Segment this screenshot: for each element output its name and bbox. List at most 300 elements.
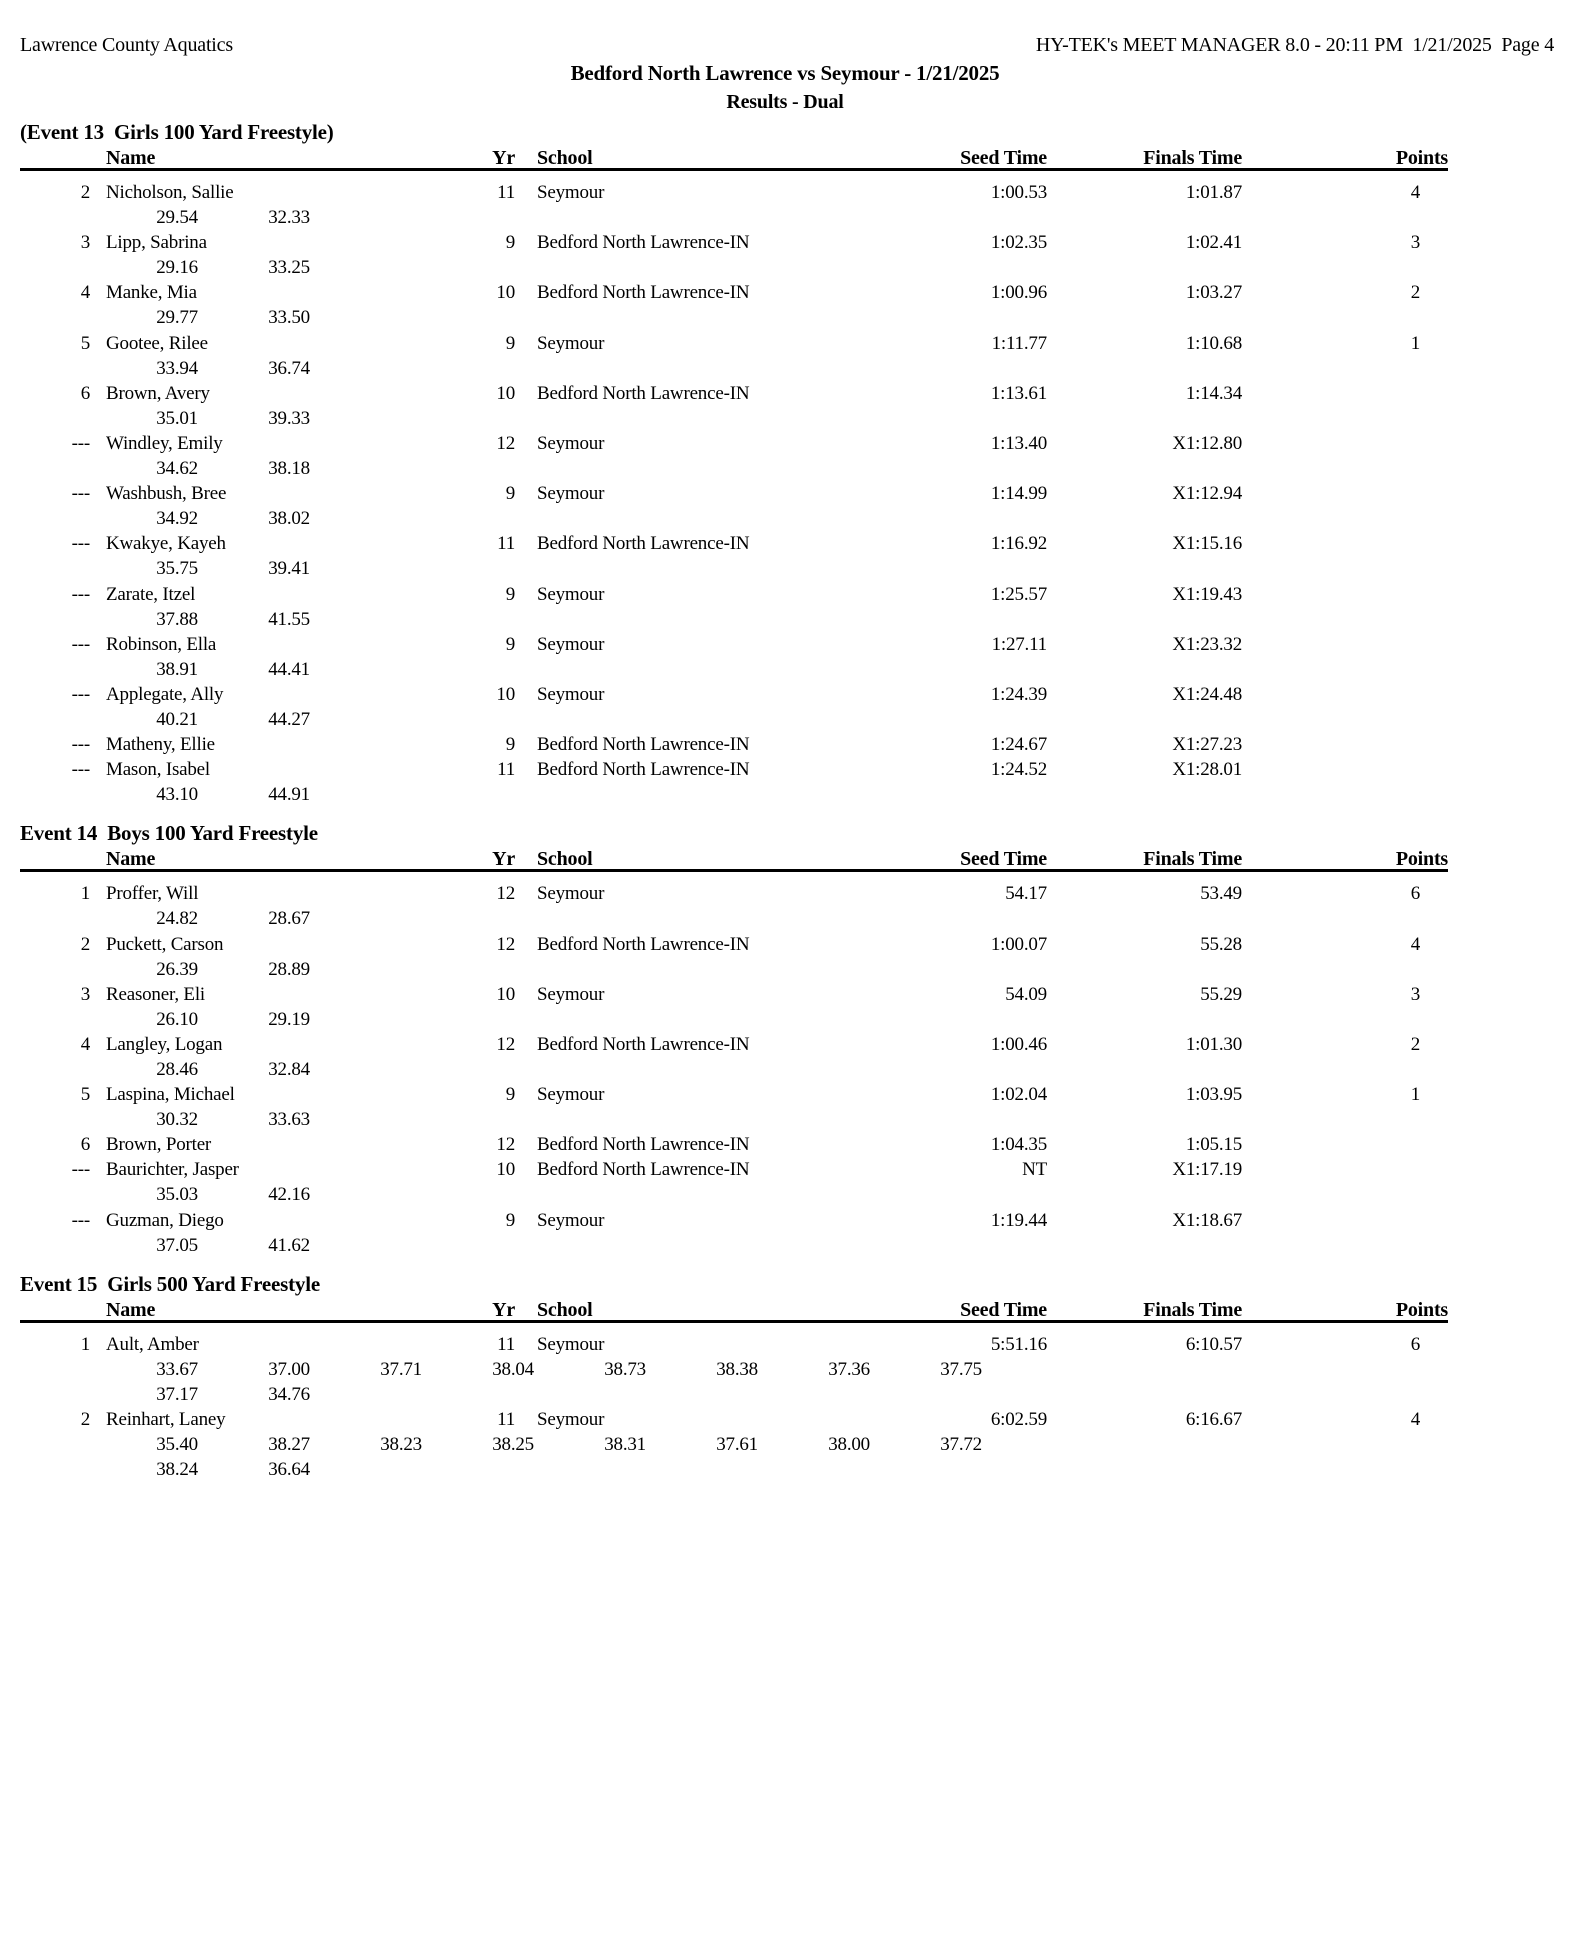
place-cell: 2 xyxy=(80,933,90,955)
header-yr: Yr xyxy=(492,147,515,169)
points-value: 4 xyxy=(1410,1409,1420,1431)
swimmer-name: Zarate, Itzel xyxy=(106,583,196,605)
table-body xyxy=(20,1323,1448,1483)
table-body xyxy=(20,872,1448,1257)
split-time: 37.17 xyxy=(156,1383,198,1405)
swimmer-name: Manke, Mia xyxy=(106,282,197,304)
split-time: 38.00 xyxy=(828,1434,870,1456)
school-name: Seymour xyxy=(537,483,605,505)
seed-time: 1:02.04 xyxy=(990,1084,1047,1106)
finals-time: 55.29 xyxy=(1200,983,1242,1005)
points-value: 3 xyxy=(1410,983,1420,1005)
finals-time: X1:23.32 xyxy=(1172,633,1242,655)
split-time: 37.36 xyxy=(828,1358,870,1380)
splits-row xyxy=(86,1007,1448,1032)
seed-time: 1:13.40 xyxy=(990,432,1047,454)
seed-time: 1:13.61 xyxy=(990,382,1047,404)
split-time: 33.67 xyxy=(156,1358,198,1380)
swimmer-name: Reasoner, Eli xyxy=(106,983,205,1005)
header-finals-time: Finals Time xyxy=(1143,848,1242,871)
points-value xyxy=(1242,757,1448,782)
split-time: 38.24 xyxy=(156,1459,198,1481)
seed-time: 1:02.35 xyxy=(990,232,1047,254)
header-school: School xyxy=(537,1298,593,1321)
split-time: 41.55 xyxy=(268,608,310,630)
school-name: Bedford North Lawrence-IN xyxy=(537,282,750,304)
header-name: Name xyxy=(106,1298,156,1321)
seed-time: 1:00.96 xyxy=(990,282,1047,304)
school-name: Bedford North Lawrence-IN xyxy=(537,1159,750,1181)
finals-time: X1:18.67 xyxy=(1172,1209,1242,1231)
splits-row xyxy=(86,1357,1448,1382)
header-school: School xyxy=(537,848,593,871)
finals-time: 1:10.68 xyxy=(1185,332,1242,354)
table-body xyxy=(20,171,1448,807)
school-name: Seymour xyxy=(537,1409,605,1431)
split-time: 29.19 xyxy=(268,1008,310,1030)
header-finals-time: Finals Time xyxy=(1143,1298,1242,1321)
splits-row xyxy=(86,782,1448,807)
swimmer-name: Puckett, Carson xyxy=(106,933,224,955)
result-row xyxy=(20,1407,1448,1432)
header-name: Name xyxy=(106,147,156,169)
points-value: 4 xyxy=(1410,933,1420,955)
result-row xyxy=(20,932,1448,957)
finals-time: 1:01.87 xyxy=(1185,182,1242,203)
points-value: 2 xyxy=(1410,282,1420,304)
points-value xyxy=(1242,632,1448,657)
school-name: Bedford North Lawrence-IN xyxy=(537,382,750,404)
points-value: 6 xyxy=(1410,1333,1420,1355)
meet-manager-info: HY-TEK's MEET MANAGER 8.0 - 20:11 PM 1/21/2025 Page 4 xyxy=(1035,34,1554,56)
swimmer-year: 9 xyxy=(505,734,515,756)
split-time: 28.67 xyxy=(268,908,310,930)
splits-row xyxy=(86,906,1448,931)
result-row xyxy=(20,280,1448,305)
place-cell: --- xyxy=(71,432,90,454)
split-time: 44.27 xyxy=(268,708,310,730)
split-time: 36.74 xyxy=(268,357,310,379)
school-name: Bedford North Lawrence-IN xyxy=(537,734,750,756)
finals-time: X1:12.94 xyxy=(1172,483,1242,505)
points-value: 4 xyxy=(1410,182,1420,203)
place-cell: 1 xyxy=(80,1333,90,1355)
result-row xyxy=(20,582,1448,607)
split-time: 39.33 xyxy=(268,407,310,429)
split-time: 32.33 xyxy=(268,207,310,229)
header-finals-time: Finals Time xyxy=(1143,147,1242,169)
swimmer-name: Proffer, Will xyxy=(106,883,199,905)
school-name: Seymour xyxy=(537,332,605,354)
school-name: Seymour xyxy=(537,683,605,705)
split-time: 32.84 xyxy=(268,1059,310,1080)
header-points: Points xyxy=(1395,1298,1448,1321)
split-time: 24.82 xyxy=(156,908,198,930)
seed-time: 1:16.92 xyxy=(990,533,1047,555)
split-time: 28.46 xyxy=(156,1059,198,1080)
result-row xyxy=(20,732,1448,757)
swimmer-year: 10 xyxy=(496,683,515,705)
splits-row xyxy=(86,305,1448,330)
points-value xyxy=(1242,1208,1448,1233)
splits-row xyxy=(86,1457,1448,1482)
seed-time: 1:04.35 xyxy=(990,1134,1047,1156)
finals-time: 53.49 xyxy=(1200,883,1242,905)
result-row xyxy=(20,331,1448,356)
result-row xyxy=(20,757,1448,782)
place-cell: 2 xyxy=(80,182,90,203)
splits-row xyxy=(86,356,1448,381)
result-row xyxy=(20,230,1448,255)
seed-time: 1:00.46 xyxy=(990,1033,1047,1055)
table-header-row xyxy=(20,147,1448,171)
points-value: 3 xyxy=(1410,232,1420,254)
swimmer-year: 9 xyxy=(505,1209,515,1231)
finals-time: X1:24.48 xyxy=(1172,683,1242,705)
split-time: 38.27 xyxy=(268,1434,310,1456)
event-section xyxy=(20,1270,1448,1483)
points-value xyxy=(1242,1132,1448,1157)
swimmer-name: Matheny, Ellie xyxy=(106,734,215,756)
place-cell: 3 xyxy=(80,983,90,1005)
place-cell: --- xyxy=(71,683,90,705)
split-time: 38.38 xyxy=(716,1358,758,1380)
place-cell: --- xyxy=(71,483,90,505)
split-time: 44.91 xyxy=(268,784,310,806)
swimmer-name: Lipp, Sabrina xyxy=(106,232,207,254)
school-name: Seymour xyxy=(537,883,605,905)
header-name: Name xyxy=(106,848,156,871)
points-value: 2 xyxy=(1410,1033,1420,1055)
split-time: 35.03 xyxy=(156,1184,198,1206)
splits-row xyxy=(86,1382,1448,1407)
finals-time: 1:05.15 xyxy=(1185,1134,1242,1156)
points-value xyxy=(1242,481,1448,506)
header-seed-time: Seed Time xyxy=(960,848,1047,871)
result-row xyxy=(20,481,1448,506)
school-name: Bedford North Lawrence-IN xyxy=(537,1134,750,1156)
place-cell: 6 xyxy=(80,382,90,404)
result-row xyxy=(20,1132,1448,1157)
finals-time: 6:16.67 xyxy=(1185,1409,1242,1431)
school-name: Seymour xyxy=(537,1209,605,1231)
place-cell: --- xyxy=(71,583,90,605)
split-time: 30.32 xyxy=(156,1109,198,1131)
event-section xyxy=(20,819,1448,1257)
seed-time: NT xyxy=(1022,1159,1047,1181)
school-name: Seymour xyxy=(537,983,605,1005)
seed-time: 54.09 xyxy=(1005,983,1047,1005)
swimmer-year: 11 xyxy=(497,182,515,203)
school-name: Seymour xyxy=(537,1084,605,1106)
finals-time: X1:19.43 xyxy=(1172,583,1242,605)
finals-time: 1:02.41 xyxy=(1185,232,1242,254)
split-time: 43.10 xyxy=(156,784,198,806)
seed-time: 1:25.57 xyxy=(990,583,1047,605)
split-time: 34.62 xyxy=(156,458,198,480)
school-name: Bedford North Lawrence-IN xyxy=(537,1033,750,1055)
swimmer-year: 9 xyxy=(505,633,515,655)
result-row xyxy=(20,1082,1448,1107)
splits-row xyxy=(86,607,1448,632)
place-cell: 5 xyxy=(80,1084,90,1106)
split-time: 26.10 xyxy=(156,1008,198,1030)
split-time: 38.31 xyxy=(604,1434,646,1456)
seed-time: 6:02.59 xyxy=(990,1409,1047,1431)
points-value xyxy=(1242,582,1448,607)
swimmer-year: 9 xyxy=(505,483,515,505)
splits-row xyxy=(86,957,1448,982)
swimmer-year: 11 xyxy=(497,1333,515,1355)
place-cell: --- xyxy=(71,759,90,781)
finals-time: 1:01.30 xyxy=(1185,1033,1242,1055)
points-value xyxy=(1242,381,1448,406)
splits-row xyxy=(86,1233,1448,1258)
swimmer-name: Nicholson, Sallie xyxy=(106,182,234,203)
school-name: Bedford North Lawrence-IN xyxy=(537,759,750,781)
splits-row xyxy=(86,456,1448,481)
swimmer-year: 12 xyxy=(496,432,515,454)
split-time: 38.02 xyxy=(268,508,310,530)
swimmer-year: 10 xyxy=(496,382,515,404)
split-time: 29.16 xyxy=(156,257,198,279)
split-time: 42.16 xyxy=(268,1184,310,1206)
swimmer-year: 10 xyxy=(496,282,515,304)
header-seed-time: Seed Time xyxy=(960,147,1047,169)
organization-name: Lawrence County Aquatics xyxy=(20,34,233,56)
split-time: 26.39 xyxy=(156,958,198,980)
place-cell: 2 xyxy=(80,1409,90,1431)
results-type: Results - Dual xyxy=(726,91,844,113)
swimmer-year: 9 xyxy=(505,583,515,605)
split-time: 37.71 xyxy=(380,1358,422,1380)
place-cell: --- xyxy=(71,533,90,555)
finals-time: X1:12.80 xyxy=(1172,432,1242,454)
finals-time: 1:14.34 xyxy=(1185,382,1242,404)
events-container xyxy=(20,118,1448,1494)
seed-time: 1:11.77 xyxy=(991,332,1047,354)
splits-row xyxy=(86,657,1448,682)
split-time: 37.00 xyxy=(268,1358,310,1380)
school-name: Seymour xyxy=(537,633,605,655)
result-row xyxy=(20,1157,1448,1182)
points-value: 6 xyxy=(1410,883,1420,905)
seed-time: 1:00.53 xyxy=(990,182,1047,203)
split-time: 38.04 xyxy=(492,1358,534,1380)
result-row xyxy=(20,982,1448,1007)
split-time: 34.76 xyxy=(268,1383,310,1405)
split-time: 33.50 xyxy=(268,307,310,329)
points-value: 1 xyxy=(1410,332,1420,354)
header-rank-spacer xyxy=(20,147,90,169)
swimmer-year: 11 xyxy=(497,1409,515,1431)
splits-row xyxy=(86,556,1448,581)
points-value xyxy=(1242,682,1448,707)
school-name: Bedford North Lawrence-IN xyxy=(537,533,750,555)
event-title: (Event 13 Girls 100 Yard Freestyle) xyxy=(20,120,334,144)
split-time: 35.75 xyxy=(156,558,198,580)
swimmer-name: Windley, Emily xyxy=(106,432,223,454)
header-rank-spacer xyxy=(20,1299,90,1321)
table-header-row xyxy=(20,848,1448,872)
split-time: 37.05 xyxy=(156,1234,198,1256)
swimmer-year: 9 xyxy=(505,232,515,254)
finals-time: X1:28.01 xyxy=(1172,759,1242,781)
finals-time: X1:17.19 xyxy=(1172,1159,1242,1181)
seed-time: 1:27.11 xyxy=(991,633,1047,655)
swimmer-name: Brown, Porter xyxy=(106,1134,212,1156)
finals-time: X1:15.16 xyxy=(1172,533,1242,555)
place-cell: --- xyxy=(71,1209,90,1231)
finals-time: X1:27.23 xyxy=(1172,734,1242,756)
swimmer-name: Langley, Logan xyxy=(106,1033,223,1055)
place-cell: 4 xyxy=(80,1033,90,1055)
result-row xyxy=(20,1032,1448,1057)
split-time: 28.89 xyxy=(268,958,310,980)
split-time: 33.25 xyxy=(268,257,310,279)
split-time: 33.63 xyxy=(268,1109,310,1131)
place-cell: --- xyxy=(71,1159,90,1181)
result-row xyxy=(20,531,1448,556)
event-title: Event 15 Girls 500 Yard Freestyle xyxy=(20,1271,320,1296)
split-time: 34.92 xyxy=(156,508,198,530)
splits-row xyxy=(86,205,1448,230)
swimmer-year: 11 xyxy=(497,533,515,555)
split-time: 29.77 xyxy=(156,307,198,329)
seed-time: 5:51.16 xyxy=(990,1333,1047,1355)
swimmer-name: Baurichter, Jasper xyxy=(106,1159,239,1181)
split-time: 36.64 xyxy=(268,1459,310,1481)
swimmer-name: Ault, Amber xyxy=(106,1333,199,1355)
school-name: Bedford North Lawrence-IN xyxy=(537,933,750,955)
swimmer-year: 12 xyxy=(496,883,515,905)
page-topbar xyxy=(20,34,1554,57)
swimmer-name: Guzman, Diego xyxy=(106,1209,224,1231)
header-seed-time: Seed Time xyxy=(960,1298,1047,1321)
swimmer-name: Applegate, Ally xyxy=(106,683,224,705)
split-time: 38.91 xyxy=(156,658,198,680)
seed-time: 1:24.52 xyxy=(990,759,1047,781)
split-time: 35.40 xyxy=(156,1434,198,1456)
split-time: 44.41 xyxy=(268,658,310,680)
seed-time: 1:14.99 xyxy=(990,483,1047,505)
swimmer-year: 10 xyxy=(496,983,515,1005)
finals-time: 6:10.57 xyxy=(1185,1333,1242,1355)
place-cell: --- xyxy=(71,633,90,655)
header-yr: Yr xyxy=(492,1298,515,1321)
result-row xyxy=(20,180,1448,205)
seed-time: 1:00.07 xyxy=(990,933,1047,955)
seed-time: 1:19.44 xyxy=(990,1209,1047,1231)
finals-time: 1:03.95 xyxy=(1185,1084,1242,1106)
split-time: 37.75 xyxy=(940,1358,982,1380)
swimmer-name: Laspina, Michael xyxy=(106,1084,235,1106)
points-value: 1 xyxy=(1410,1084,1420,1106)
school-name: Seymour xyxy=(537,432,605,454)
split-time: 37.72 xyxy=(940,1434,982,1456)
place-cell: 6 xyxy=(80,1134,90,1156)
points-value xyxy=(1242,531,1448,556)
swimmer-year: 9 xyxy=(505,1084,515,1106)
splits-row xyxy=(86,1182,1448,1207)
result-row xyxy=(20,881,1448,906)
swimmer-year: 10 xyxy=(496,1159,515,1181)
swimmer-name: Mason, Isabel xyxy=(106,759,210,781)
place-cell: 1 xyxy=(80,883,90,905)
place-cell: 5 xyxy=(80,332,90,354)
seed-time: 1:24.39 xyxy=(990,683,1047,705)
swimmer-name: Reinhart, Laney xyxy=(106,1409,226,1431)
table-header-row xyxy=(20,1299,1448,1323)
header-points: Points xyxy=(1395,147,1448,169)
swimmer-name: Gootee, Rilee xyxy=(106,332,208,354)
swimmer-name: Washbush, Bree xyxy=(106,483,227,505)
splits-row xyxy=(86,707,1448,732)
swimmer-name: Robinson, Ella xyxy=(106,633,217,655)
points-value xyxy=(1242,431,1448,456)
swimmer-year: 12 xyxy=(496,1134,515,1156)
school-name: Seymour xyxy=(537,583,605,605)
split-time: 33.94 xyxy=(156,357,198,379)
header-yr: Yr xyxy=(492,848,515,871)
finals-time: 1:03.27 xyxy=(1185,282,1242,304)
split-time: 38.25 xyxy=(492,1434,534,1456)
swimmer-year: 12 xyxy=(496,933,515,955)
swimmer-year: 11 xyxy=(497,759,515,781)
event-section xyxy=(20,118,1448,807)
points-value xyxy=(1242,1157,1448,1182)
finals-time: 55.28 xyxy=(1200,933,1242,955)
split-time: 38.23 xyxy=(380,1434,422,1456)
points-value xyxy=(1242,732,1448,757)
result-row xyxy=(20,682,1448,707)
seed-time: 54.17 xyxy=(1005,883,1047,905)
event-title: Event 14 Boys 100 Yard Freestyle xyxy=(20,821,318,846)
swimmer-name: Brown, Avery xyxy=(106,382,210,404)
split-time: 41.62 xyxy=(268,1234,310,1256)
splits-row xyxy=(86,1107,1448,1132)
result-row xyxy=(20,1332,1448,1357)
header-school: School xyxy=(537,147,593,169)
splits-row xyxy=(86,1432,1448,1457)
split-time: 40.21 xyxy=(156,708,198,730)
split-time: 37.61 xyxy=(716,1434,758,1456)
swimmer-year: 9 xyxy=(505,332,515,354)
split-time: 35.01 xyxy=(156,407,198,429)
split-time: 39.41 xyxy=(268,558,310,580)
splits-row xyxy=(86,255,1448,280)
result-row xyxy=(20,431,1448,456)
splits-row xyxy=(86,406,1448,431)
split-time: 38.73 xyxy=(604,1358,646,1380)
split-time: 37.88 xyxy=(156,608,198,630)
result-row xyxy=(20,381,1448,406)
header-rank-spacer xyxy=(20,848,90,870)
splits-row xyxy=(86,506,1448,531)
split-time: 29.54 xyxy=(156,207,198,229)
meet-title: Bedford North Lawrence vs Seymour - 1/21/2025 xyxy=(570,61,1000,85)
school-name: Seymour xyxy=(537,1333,605,1355)
seed-time: 1:24.67 xyxy=(990,734,1047,756)
school-name: Seymour xyxy=(537,182,605,203)
split-time: 38.18 xyxy=(268,458,310,480)
place-cell: 4 xyxy=(80,282,90,304)
swimmer-year: 12 xyxy=(496,1033,515,1055)
place-cell: --- xyxy=(71,734,90,756)
swimmer-name: Kwakye, Kayeh xyxy=(106,533,226,555)
result-row xyxy=(20,632,1448,657)
splits-row xyxy=(86,1057,1448,1082)
